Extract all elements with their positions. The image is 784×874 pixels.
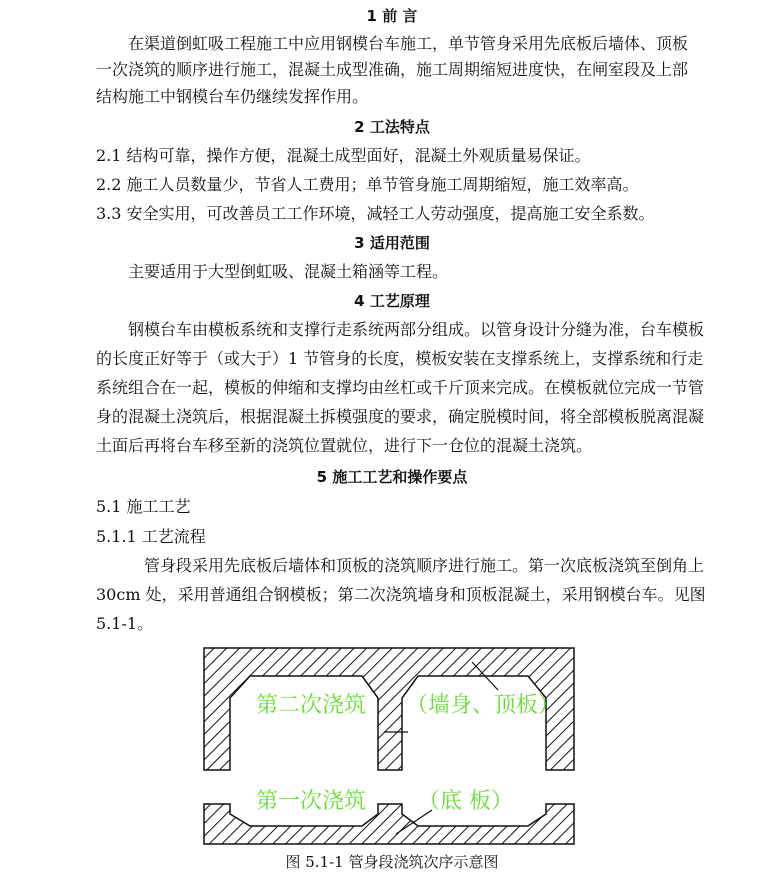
section-4-paragraph-line: 钢模台车由模板系统和支撑行走系统两部分组成。以管身设计分缝为准，台车模板 bbox=[128, 320, 705, 339]
pour-sequence-diagram bbox=[196, 640, 590, 852]
section-1-title: 1 前 言 bbox=[366, 7, 418, 25]
section-2-item: 2.1 结构可靠，操作方便，混凝土成型面好，混凝土外观质量易保证。 bbox=[96, 146, 591, 165]
section-4-paragraph-line: 系统组合在一起，模板的伸缩和支撑均由丝杠或千斤顶来完成。在模板就位完成一节管 bbox=[96, 378, 705, 397]
section-1-paragraph-line: 一次浇筑的顺序进行施工，混凝土成型准确，施工周期缩短进度快，在闸室段及上部 bbox=[96, 60, 689, 79]
section-5-paragraph-line: 5.1-1。 bbox=[96, 614, 154, 633]
section-5-title: 5 施工工艺和操作要点 bbox=[316, 468, 468, 486]
section-4-paragraph-line: 的长度正好等于（或大于）1 节管身的长度，模板安装在支撑系统上，支撑系统和行走 bbox=[96, 349, 704, 368]
section-3-title: 3 适用范围 bbox=[354, 234, 430, 252]
section-2-item: 2.2 施工人员数量少，节省人工费用；单节管身施工周期缩短，施工效率高。 bbox=[96, 175, 639, 194]
section-5-paragraph-line: 30cm 处，采用普通组合钢模板；第二次浇筑墙身和顶板混凝土，采用钢模台车。见图 bbox=[96, 585, 706, 604]
section-1-paragraph-line: 结构施工中钢模台车仍继续发挥作用。 bbox=[96, 87, 369, 106]
first-pour-label: 第一次浇筑 bbox=[256, 789, 367, 814]
subsection-5-1: 5.1 施工工艺 bbox=[96, 497, 191, 516]
second-pour-label: 第二次浇筑 bbox=[256, 693, 367, 718]
section-3-paragraph-line: 主要适用于大型倒虹吸、混凝土箱涵等工程。 bbox=[128, 262, 449, 281]
section-4-title: 4 工艺原理 bbox=[354, 292, 430, 310]
section-1-paragraph-line: 在渠道倒虹吸工程施工中应用钢模台车施工，单节管身采用先底板后墙体、顶板 bbox=[128, 34, 689, 53]
walls-roof-label: （墙身、顶板） bbox=[406, 693, 561, 718]
section-4-paragraph-line: 土面后再将台车移至新的浇筑位置就位，进行下一仓位的混凝土浇筑。 bbox=[96, 436, 593, 455]
base-label: （底 板） bbox=[418, 789, 513, 814]
section-5-paragraph-line: 管身段采用先底板后墙体和顶板的浇筑顺序进行施工。第一次底板浇筑至倒角上 bbox=[144, 556, 705, 575]
section-2-title: 2 工法特点 bbox=[354, 118, 430, 136]
section-2-item: 3.3 安全实用，可改善员工工作环境，减轻工人劳动强度，提高施工安全系数。 bbox=[96, 204, 655, 223]
section-4-paragraph-line: 身的混凝土浇筑后，根据混凝土拆模强度的要求，确定脱模时间，将全部模板脱离混凝 bbox=[96, 407, 705, 426]
subsection-5-1-1: 5.1.1 工艺流程 bbox=[96, 527, 206, 546]
figure-caption: 图 5.1-1 管身段浇筑次序示意图 bbox=[285, 853, 499, 871]
